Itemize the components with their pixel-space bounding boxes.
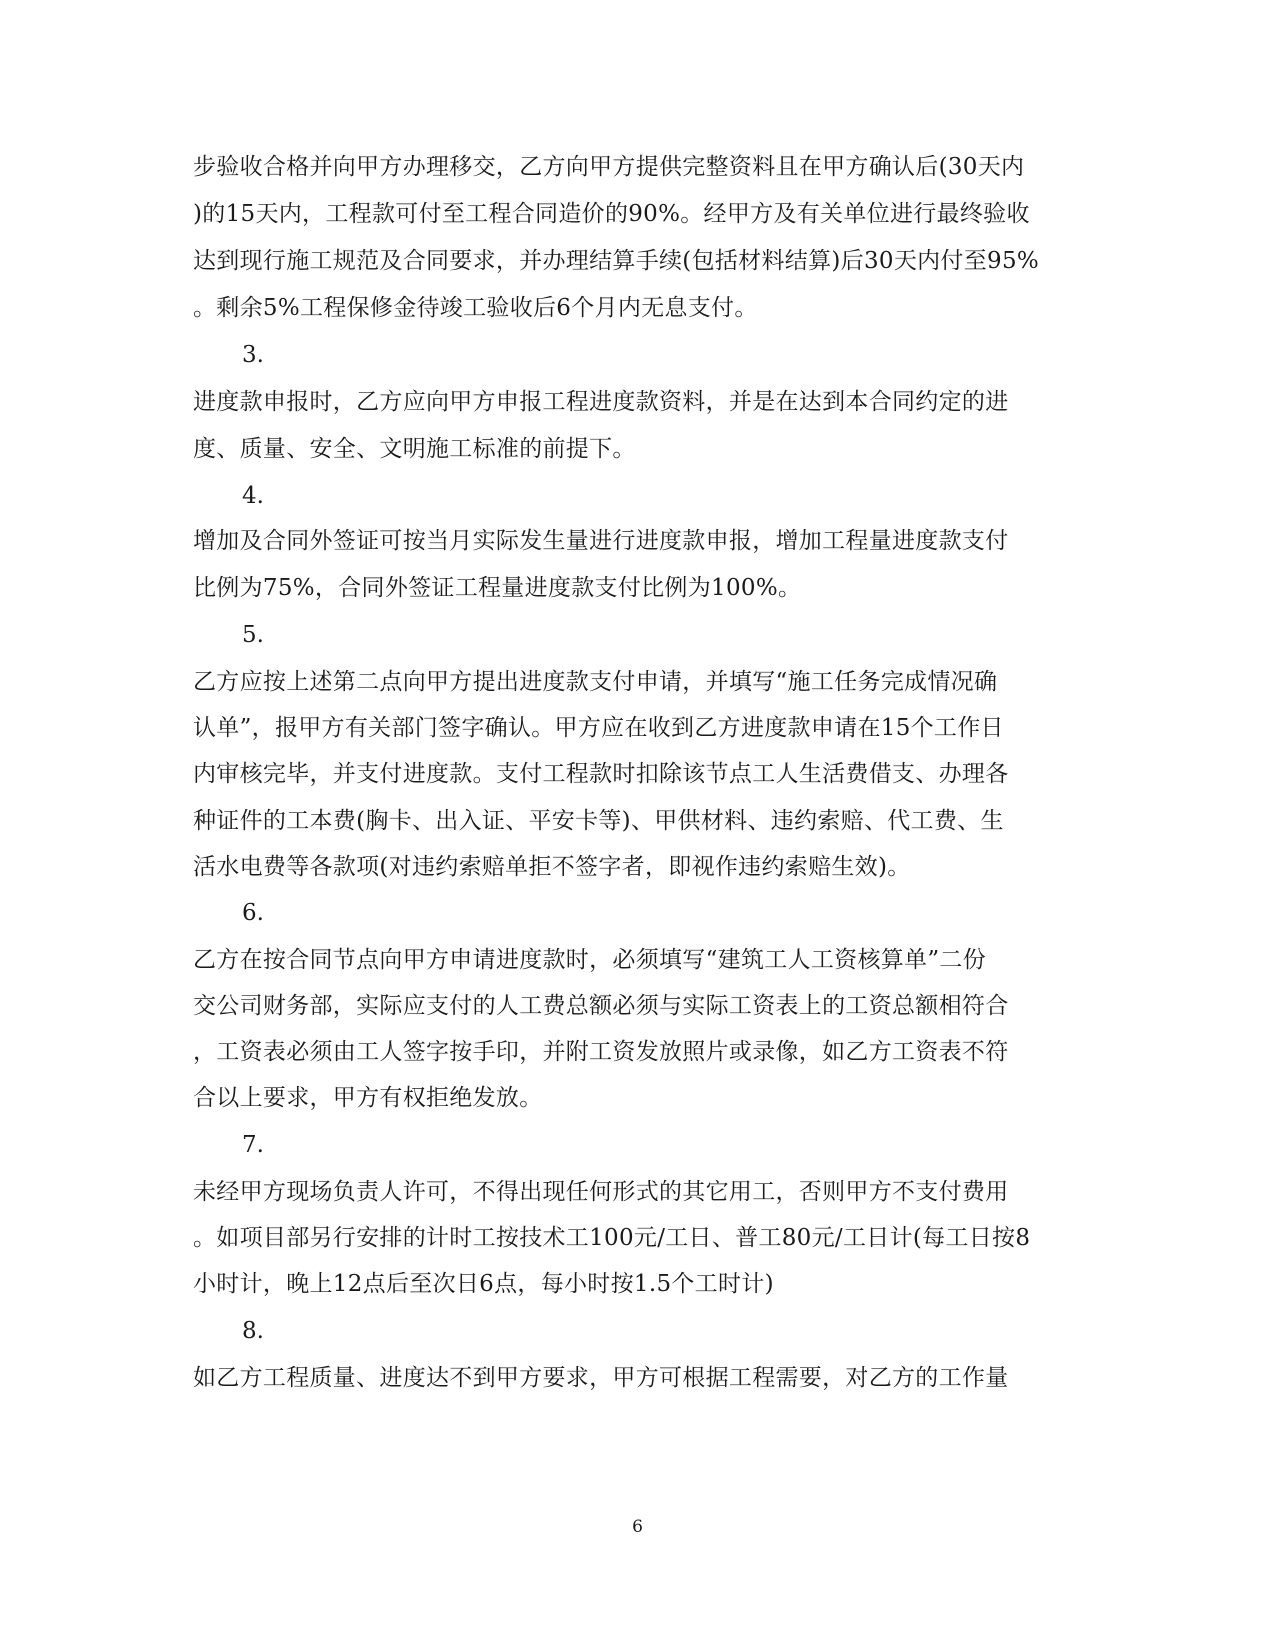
paragraph-line: 未经甲方现场负责人许可，不得出现任何形式的其它用工，否则甲方不支付费用 [193, 1179, 1009, 1205]
paragraph-line: 。剩余5%工程保修金待竣工验收后6个月内无息支付。 [193, 295, 758, 321]
paragraph-line: 乙方应按上述第二点向甲方提出进度款支付申请，并填写“施工任务完成情况确 [193, 669, 998, 695]
paragraph-line: )的15天内，工程款可付至工程合同造价的90%。经甲方及有关单位进行最终验收 [193, 201, 1030, 227]
paragraph-line: 比例为75%，合同外签证工程量进度款支付比例为100%。 [193, 575, 802, 601]
item-number: 7. [242, 1132, 264, 1158]
paragraph-line: 小时计，晚上12点后至次日6点，每小时按1.5个工时计) [193, 1271, 774, 1297]
item-number: 4. [242, 483, 264, 509]
item-number: 5. [242, 622, 264, 648]
paragraph-line: 达到现行施工规范及合同要求，并办理结算手续(包括材料结算)后30天内付至95% [193, 248, 1040, 274]
paragraph-line: 内审核完毕，并支付进度款。支付工程款时扣除该节点工人生活费借支、办理各 [193, 761, 1009, 787]
paragraph-line: 度、质量、安全、文明施工标准的前提下。 [193, 436, 636, 462]
paragraph-line: 交公司财务部，实际应支付的人工费总额必须与实际工资表上的工资总额相符合 [193, 993, 1009, 1019]
page-number: 6 [632, 1517, 643, 1537]
paragraph-line: ，工资表必须由工人签字按手印，并附工资发放照片或录像，如乙方工资表不符 [193, 1039, 1009, 1065]
item-number: 8. [242, 1318, 264, 1344]
paragraph-line: 步验收合格并向甲方办理移交，乙方向甲方提供完整资料且在甲方确认后(30天内 [193, 154, 1025, 180]
paragraph-line: 乙方在按合同节点向甲方申请进度款时，必须填写“建筑工人工资核算单”二份 [193, 947, 987, 973]
paragraph-line: 活水电费等各款项(对违约索赔单拒不签字者，即视作违约索赔生效)。 [193, 854, 911, 880]
paragraph-line: 合以上要求，甲方有权拒绝发放。 [193, 1085, 543, 1111]
paragraph-line: 如乙方工程质量、进度达不到甲方要求，甲方可根据工程需要，对乙方的工作量 [193, 1365, 1009, 1391]
paragraph-line: 。如项目部另行安排的计时工按技术工100元/工日、普工80元/工日计(每工日按8 [193, 1225, 1031, 1251]
item-number: 6. [242, 900, 264, 926]
paragraph-line: 认单”，报甲方有关部门签字确认。甲方应在收到乙方进度款申请在15个工作日 [193, 715, 1004, 741]
paragraph-line: 进度款申报时，乙方应向甲方申报工程进度款资料，并是在达到本合同约定的进 [193, 389, 1009, 415]
paragraph-line: 增加及合同外签证可按当月实际发生量进行进度款申报，增加工程量进度款支付 [193, 528, 1009, 554]
paragraph-line: 种证件的工本费(胸卡、出入证、平安卡等)、甲供材料、违约索赔、代工费、生 [193, 808, 1004, 834]
item-number: 3. [242, 342, 264, 368]
